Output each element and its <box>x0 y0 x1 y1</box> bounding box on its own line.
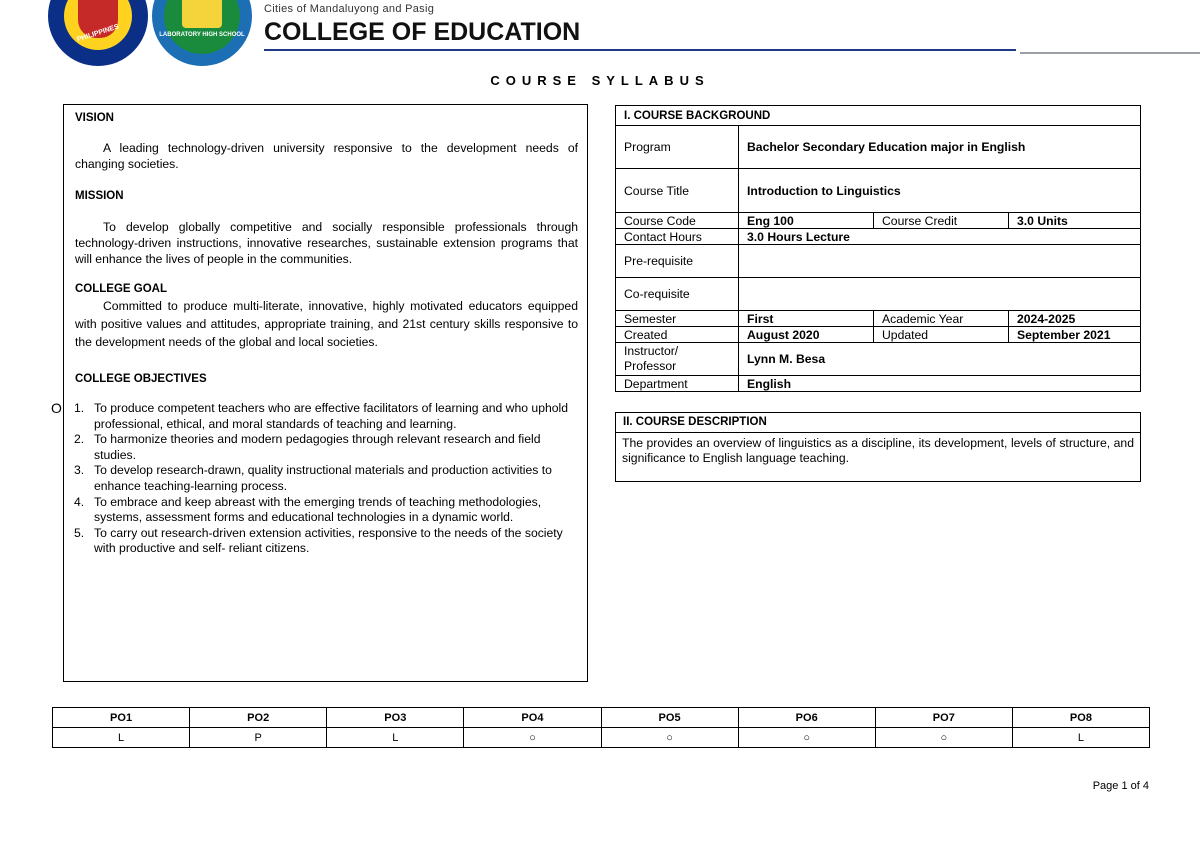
po-value: P <box>190 728 327 748</box>
po-value: L <box>1012 728 1149 748</box>
semester-label: Semester <box>616 311 739 327</box>
po-value: L <box>327 728 464 748</box>
created-label: Created <box>616 327 739 343</box>
academic-year-label: Academic Year <box>874 311 1009 327</box>
objective-item: 4. To embrace and keep abreast with the emerging trends of teaching methodologies, systems, assessment forms and educational technologies in a dynamic world. <box>74 494 542 525</box>
created-value: August 2020 <box>739 327 874 343</box>
po-header: PO3 <box>327 708 464 728</box>
po-value-row <box>53 728 1150 748</box>
course-code-label: Course Code <box>616 213 739 229</box>
po-header: PO6 <box>738 708 875 728</box>
po-header: PO2 <box>190 708 327 728</box>
po-header: PO8 <box>1012 708 1149 728</box>
po-header: PO4 <box>464 708 601 728</box>
po-value: L <box>53 728 190 748</box>
department-label: Department <box>616 376 739 392</box>
course-description-box <box>615 412 1141 482</box>
course-credit-label: Course Credit <box>874 213 1009 229</box>
prerequisite-label: Pre-requisite <box>616 245 739 278</box>
course-background-heading: I. COURSE BACKGROUND <box>616 106 1141 126</box>
lab-high-school-logo <box>152 0 252 66</box>
stray-mark: O <box>51 400 62 416</box>
program-label: Program <box>616 126 739 169</box>
course-code-value: Eng 100 <box>739 213 874 229</box>
objective-item: 5. To carry out research-driven extension activities, responsive to the needs of the society with productive and self- reliant citizens. <box>74 525 563 556</box>
semester-value: First <box>739 311 874 327</box>
vision-heading: VISION <box>75 112 114 124</box>
goal-heading: COLLEGE GOAL <box>75 283 167 295</box>
header-subtitle: Cities of Mandaluyong and Pasig <box>264 3 435 15</box>
course-description-heading: II. COURSE DESCRIPTION <box>616 413 1140 433</box>
contact-hours-label: Contact Hours <box>616 229 739 245</box>
po-value: ○ <box>738 728 875 748</box>
po-header-row <box>53 708 1150 728</box>
po-value: ○ <box>601 728 738 748</box>
po-header: PO7 <box>875 708 1012 728</box>
objective-item: 3. To develop research-drawn, quality instructional materials and production activities to enhance teaching-learning process. <box>74 463 552 493</box>
po-header: PO5 <box>601 708 738 728</box>
updated-label: Updated <box>874 327 1009 343</box>
corequisite-value <box>739 278 1141 311</box>
po-header: PO1 <box>53 708 190 728</box>
academic-year-value: 2024-2025 <box>1009 311 1141 327</box>
vision-text: A leading technology-driven university responsive to the development needs of changing societies. <box>75 141 578 171</box>
course-title-label: Course Title <box>616 169 739 213</box>
university-seal-text: PHILIPPINES <box>76 23 120 44</box>
objectives-heading: COLLEGE OBJECTIVES <box>75 373 207 385</box>
header-rule-grey <box>1020 52 1200 54</box>
objectives-list <box>74 401 580 557</box>
header-title: COLLEGE OF EDUCATION <box>264 18 581 46</box>
document-title: COURSE SYLLABUS <box>490 73 710 88</box>
instructor-value: Lynn M. Besa <box>739 343 1141 376</box>
page-number: Page 1 of 4 <box>1092 780 1149 792</box>
contact-hours-value: 3.0 Hours Lecture <box>739 229 1141 245</box>
objective-item: 1. To produce competent teachers who are effective facilitators of learning and who uphold professional, ethical, and moral standards of teaching and learning. <box>74 401 569 431</box>
po-value: ○ <box>875 728 1012 748</box>
updated-value: September 2021 <box>1009 327 1141 343</box>
objective-item: 2. To harmonize theories and modern pedagogies through relevant research and field studies. <box>74 432 541 462</box>
course-credit-value: 3.0 Units <box>1009 213 1141 229</box>
course-description-text: The provides an overview of linguistics as a discipline, its development, levels of structure, and significance to English language teaching. <box>622 436 1134 465</box>
university-seal-logo <box>48 0 148 66</box>
vision-mission-box <box>51 104 588 682</box>
header-rule <box>264 49 1016 51</box>
department-value: English <box>739 376 1141 392</box>
prerequisite-value <box>739 245 1141 278</box>
course-background-table <box>615 105 1141 392</box>
mission-text: To develop globally competitive and socially responsible professionals through technology-driven instructions, innovative researches, sustainable extension programs that will enhance the lives of people in the communities. <box>75 220 578 266</box>
program-value: Bachelor Secondary Education major in English <box>739 126 1141 169</box>
mission-heading: MISSION <box>75 190 124 202</box>
lab-high-school-text: LABORATORY HIGH SCHOOL <box>159 32 245 38</box>
instructor-label: Instructor/ Professor <box>616 343 739 376</box>
po-value: ○ <box>464 728 601 748</box>
program-outcomes-table <box>52 707 1150 748</box>
course-title-value: Introduction to Linguistics <box>739 169 1141 213</box>
corequisite-label: Co-requisite <box>616 278 739 311</box>
goal-text: Committed to produce multi-literate, innovative, highly motivated educators equipped with positive values and attitudes, appropriate training, and 21st century skills responsive to the development needs of the global and local societies. <box>75 299 578 349</box>
